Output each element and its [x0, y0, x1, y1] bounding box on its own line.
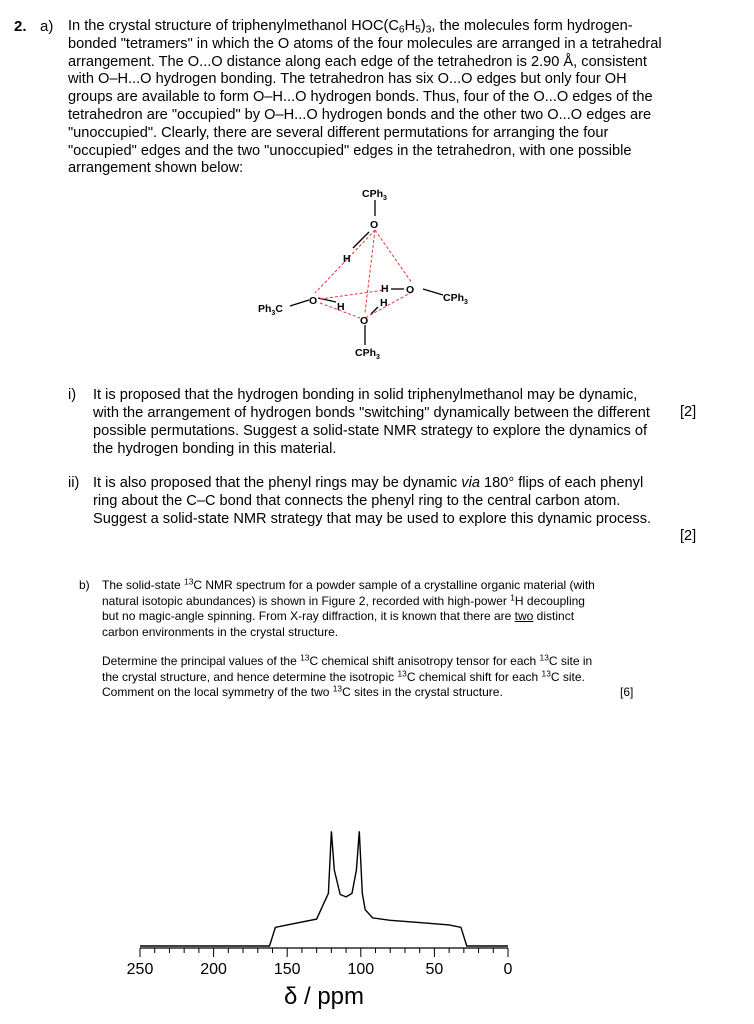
- bottom-oxygen: O: [360, 315, 369, 327]
- formula-sub-2: 5: [415, 24, 421, 36]
- part-a-paragraph: [68, 18, 668, 178]
- sub-ii-text-italic: via: [461, 475, 480, 491]
- x-axis-ticks: [127, 948, 513, 978]
- h-atom-3: H: [381, 283, 389, 295]
- b1-t2: C NMR spectrum for a powder sample of a crystalline organic material (with natural isotopic abundances) is shown in Figure 2, recorded with high-power: [102, 578, 595, 608]
- sub-ii-text: [93, 474, 663, 528]
- x-axis-label: δ / ppm: [283, 983, 365, 1010]
- b2-sup3: 13: [397, 667, 407, 678]
- top-cph3-label: CPh$_3$: [362, 188, 387, 202]
- part-b-marks: [6]: [620, 685, 634, 699]
- x-tick-label: 150: [273, 961, 301, 978]
- part-a-label: a): [40, 18, 54, 35]
- sub-ii-label: ii): [68, 475, 80, 491]
- b1-t1: The solid-state: [102, 578, 185, 592]
- part-a-text-rest: hydrogen-bonded "tetramers" in which the O atoms of the four molecules are arranged in a tetrahedral arrangement. The O...O distance along each edge of the tetrahedron is 2.90 Å, consistent with O–H...O hydrogen bonding. The tetrahedron has six O...O edges but only four OH groups are available to form O–H...O hydrogen bonds. Thus, four of the O...O edges of the tetrahedron are "occupied" by O–H...O hydrogen bonds and the other two O...O edges are "unoccupied". Clearly, there are several different permutations for arranging the four "occupied" edges and the two "unoccupied" edges in the tetrahedron, with one possible arrangement shown below:: [68, 18, 662, 177]
- spectrum-series-line: [140, 831, 508, 946]
- b1-t3: H decoupling but no magic-angle spinning. From X-ray diffraction, it is known that there are: [102, 593, 585, 623]
- b1-sup1: 13: [184, 576, 194, 587]
- right-oxygen: O: [406, 284, 415, 296]
- x-tick-label: 100: [347, 961, 375, 978]
- part-a-text-2: H: [404, 18, 416, 34]
- x-tick-label: 50: [425, 961, 444, 978]
- nmr-spectrum-chart: [110, 815, 530, 1010]
- b2-t5: C site. Comment on the local symmetry of the two: [102, 669, 585, 699]
- left-oxygen: O: [309, 295, 318, 307]
- b2-sup5: 13: [332, 683, 343, 694]
- sub-i-text: It is proposed that the hydrogen bonding in solid triphenylmethanol may be dynamic, with the arrangement of hydrogen bonds "switching" dynamically between the different possible permutations. Suggest a solid-state NMR strategy to explore the dynamics of the hydrogen bonding in this material.: [93, 387, 650, 457]
- x-tick-label: 0: [503, 961, 513, 978]
- b2-t2: C chemical shift anisotropy tensor for each: [309, 654, 540, 668]
- sub-ii-marks: [2]: [680, 528, 697, 544]
- b2-sup4: 13: [541, 667, 551, 678]
- h-atom-2: H: [337, 301, 345, 313]
- b2-t1: Determine the principal values of the: [102, 654, 301, 668]
- top-oxygen: O: [370, 219, 379, 231]
- h-atom-1: H: [343, 253, 351, 265]
- b1-underline: two: [514, 609, 534, 623]
- h-atom-4: H: [380, 297, 388, 309]
- x-tick-label: 200: [200, 961, 227, 978]
- sub-ii-text-2: 180° flips of each phenyl ring about the C–C bond that connects the phenyl ring to the central carbon atom. Suggest a solid-state NMR strategy that may be used to explore this dynamic process.: [93, 475, 652, 527]
- part-a-text-1: In the crystal structure of triphenylmethanol HOC(C: [68, 18, 399, 34]
- left-cph3-label: $Ph_3C$: [258, 303, 283, 317]
- sub-i-marks: [2]: [680, 404, 697, 420]
- b2-t3: C site in the crystal structure, and hence determine the isotropic: [102, 654, 593, 684]
- sub-i-label: i): [68, 387, 77, 403]
- part-b-paragraph-1: [102, 578, 602, 640]
- b2-sup2: 13: [539, 652, 549, 663]
- part-b-paragraph-2: [102, 654, 602, 701]
- right-cph3-label: CPh$_3$: [443, 292, 468, 306]
- question-number: 2.: [14, 18, 27, 35]
- sub-ii-text-1: It is also proposed that the phenyl rings may be dynamic: [93, 475, 462, 491]
- b1-t4: distinct carbon environments in the crystal structure.: [102, 609, 575, 639]
- b2-t4: C chemical shift for each: [406, 669, 542, 684]
- part-a-text-4: , the molecules form: [431, 18, 563, 34]
- bottom-cph3-label: CPh$_3$: [355, 347, 380, 361]
- x-tick-label: 250: [126, 961, 154, 978]
- formula-sub-1: 6: [398, 24, 405, 36]
- b2-sup1: 13: [300, 652, 310, 663]
- formula-sub-3: 3: [425, 24, 432, 36]
- b2-t6: C sites in the crystal structure.: [342, 685, 503, 699]
- b1-sup2: 1: [510, 591, 515, 602]
- tetramer-diagram: [240, 180, 520, 370]
- part-b-label: b): [79, 578, 90, 592]
- part-a-text-3: ): [420, 18, 426, 34]
